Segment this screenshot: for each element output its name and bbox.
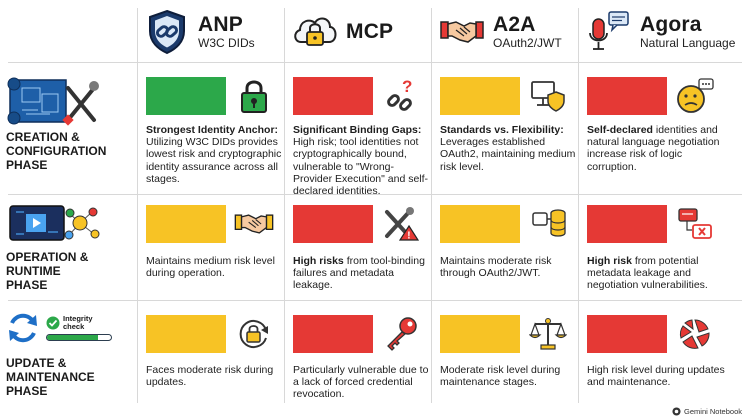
- broken-circle-icon: [675, 315, 715, 353]
- cell-description: Maintains moderate risk through OAuth2/JWT.: [440, 255, 552, 280]
- row-header-creation: [6, 70, 134, 172]
- phase-label: OPERATION & RUNTIME PHASE: [6, 250, 89, 292]
- cell-anp-operation: [146, 202, 286, 279]
- integrity-progress-bar: [46, 334, 112, 341]
- risk-bar-yellow: [146, 205, 226, 243]
- row-header-update: [6, 306, 134, 398]
- risk-bar-red: [587, 205, 667, 243]
- handshake-icon: [437, 9, 487, 55]
- key-icon: [381, 315, 421, 353]
- microphone-chat-icon: [584, 9, 634, 55]
- integrity-check-label: Integrity check: [63, 314, 93, 331]
- risk-bar-yellow: [440, 315, 520, 353]
- message-error-icon: [675, 205, 715, 243]
- svg-text:!: !: [407, 230, 411, 242]
- tools-warning-icon: [381, 205, 421, 243]
- cell-mcp-operation: [293, 202, 433, 292]
- confused-face-icon: [675, 77, 715, 115]
- cell-agora-update: [587, 312, 727, 388]
- risk-bar-yellow: [146, 315, 226, 353]
- blueprint-tools-icon: [6, 72, 102, 128]
- column-title: ANP: [198, 13, 243, 36]
- risk-bar-yellow: [440, 205, 520, 243]
- risk-bar-green: [146, 77, 226, 115]
- phase-label: CREATION & CONFIGURATION PHASE: [6, 130, 107, 172]
- svg-text:?: ?: [402, 77, 413, 96]
- cell-a2a-operation: [440, 202, 580, 279]
- cell-description: Self-declared identities and natural language negotiation increase risk of logic corruption.: [587, 124, 720, 173]
- cell-mcp-creation: [293, 74, 433, 197]
- column-header-a2a: [437, 6, 562, 58]
- checkmark-icon: [46, 316, 60, 330]
- notebook-logo-icon: [672, 407, 681, 416]
- cell-description: Faces moderate risk during updates.: [146, 364, 274, 389]
- column-header-anp: [142, 6, 255, 58]
- chip-network-icon: [6, 202, 106, 244]
- column-title: A2A: [493, 13, 536, 36]
- column-header-agora: [584, 6, 735, 58]
- cell-description: Standards vs. Flexibility: Leverages established OAuth2, maintaining medium risk level.: [440, 124, 576, 173]
- cell-description: High risk level during updates and maintenance.: [587, 364, 725, 389]
- column-subtitle: Natural Language: [640, 36, 736, 50]
- cell-agora-creation: [587, 74, 727, 173]
- risk-bar-red: [587, 77, 667, 115]
- column-title: MCP: [346, 20, 394, 43]
- refresh-icon: [6, 311, 40, 345]
- column-subtitle: OAuth2/JWT: [493, 36, 562, 50]
- database-icon: [528, 205, 568, 243]
- cell-a2a-creation: [440, 74, 580, 173]
- rotate-lock-icon: [234, 315, 274, 353]
- broken-chain-question-icon: [381, 77, 421, 115]
- row-divider: [8, 62, 742, 63]
- cell-description: Significant Binding Gaps: High risk; tool identities not cryptographically bound, vulnerable to "Wrong-Provider Execution" and self-declared identities.: [293, 124, 429, 198]
- cell-agora-operation: [587, 202, 727, 292]
- column-divider: [137, 8, 138, 403]
- column-subtitle: W3C DIDs: [198, 36, 255, 50]
- cloud-lock-icon: [290, 9, 340, 55]
- handshake-icon: [234, 205, 274, 243]
- row-header-operation: [6, 200, 134, 292]
- monitor-shield-icon: [528, 77, 568, 115]
- cell-description: High risk from potential metadata leakage and negotiation vulnerabilities.: [587, 255, 708, 292]
- cell-anp-update: [146, 312, 286, 388]
- cell-description: Particularly vulnerable due to a lack of forced credential revocation.: [293, 364, 429, 401]
- cell-description: Strongest Identity Anchor: Utilizing W3C DIDs provides lowest risk and cryptographic identity assurance across all stages.: [146, 124, 282, 185]
- footer-attribution: Gemini Notebook: [672, 407, 742, 416]
- row-divider: [8, 300, 742, 301]
- padlock-icon: [234, 77, 274, 115]
- risk-bar-red: [293, 205, 373, 243]
- phase-label: UPDATE & MAINTENANCE PHASE: [6, 356, 95, 398]
- risk-bar-red: [293, 77, 373, 115]
- cell-mcp-update: [293, 312, 433, 401]
- cell-anp-creation: [146, 74, 286, 185]
- cell-description: High risks from tool-binding failures and metadata leakage.: [293, 255, 425, 292]
- risk-bar-red: [587, 315, 667, 353]
- column-header-mcp: [290, 6, 393, 58]
- cell-description: Moderate risk level during maintenance stages.: [440, 364, 561, 389]
- risk-bar-red: [293, 315, 373, 353]
- cell-a2a-update: [440, 312, 580, 388]
- column-title: Agora: [640, 13, 702, 36]
- scales-icon: [528, 315, 568, 353]
- cell-description: Maintains medium risk level during operation.: [146, 255, 275, 280]
- risk-bar-yellow: [440, 77, 520, 115]
- shield-link-icon: [142, 9, 192, 55]
